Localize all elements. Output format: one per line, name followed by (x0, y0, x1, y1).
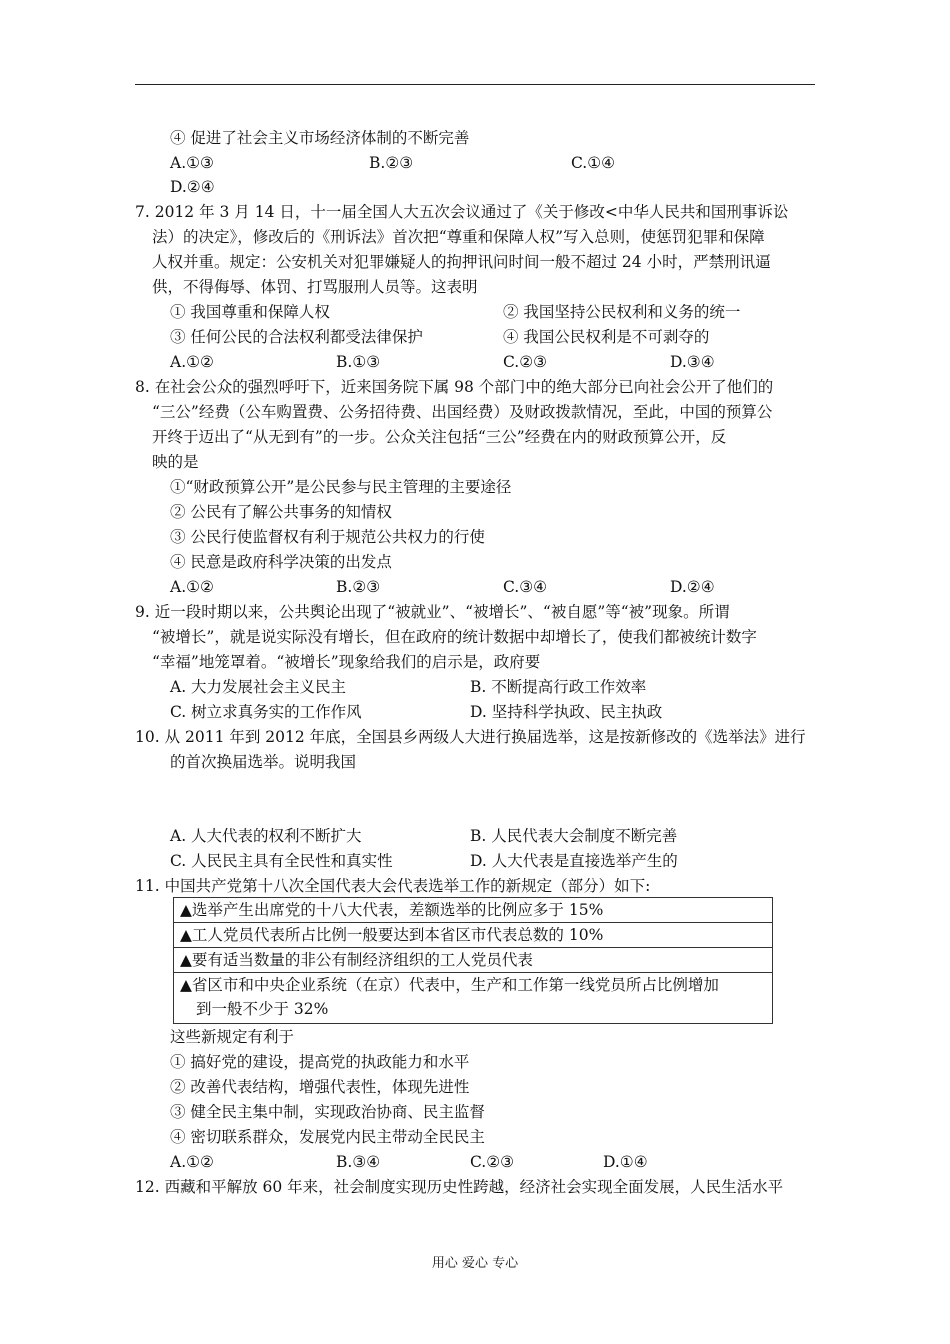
q9-stem-line2: “被增长”，就是说实际没有增长，但在政府的统计数据中却增长了，使我们都被统计数字 (152, 628, 757, 646)
q11-rule-row-multiline (174, 973, 772, 1023)
q8-answer-a[interactable]: A.①② (170, 578, 214, 596)
q11-option-3: ③ 健全民主集中制，实现政治协商、民主监督 (170, 1103, 485, 1121)
q8-option-2: ② 公民有了解公共事务的知情权 (170, 503, 392, 521)
q9-answer-b[interactable]: B. 不断提高行政工作效率 (470, 678, 647, 696)
q12-stem-line1: 12. 西藏和平解放 60 年来，社会制度实现历史性跨越，经济社会实现全面发展，人民生活水平 (135, 1178, 784, 1196)
q11-answer-b[interactable]: B.③④ (336, 1153, 381, 1171)
q11-rule-row-line2: 到一般不少于 32% (196, 1000, 329, 1018)
q11-stem-line1: 11. 中国共产党第十八次全国代表大会代表选举工作的新规定（部分）如下: (135, 877, 651, 895)
q7-stem-line1: 7. 2012 年 3 月 14 日，十一届全国人大五次会议通过了《关于修改<中华人民共和国刑事诉讼 (135, 203, 789, 221)
q8-answer-b[interactable]: B.②③ (336, 578, 381, 596)
page-footer: 用心 爱心 专心 (431, 1256, 519, 1271)
q8-answer-c[interactable]: C.③④ (503, 578, 548, 596)
q8-option-3: ③ 公民行使监督权有利于规范公共权力的行使 (170, 528, 485, 546)
q7-option-4: ④ 我国公民权利是不可剥夺的 (503, 328, 710, 346)
q8-option-1: ①“财政预算公开”是公民参与民主管理的主要途径 (170, 478, 512, 496)
q8-stem-line4: 映的是 (152, 453, 199, 471)
q7-answer-b[interactable]: B.①③ (336, 353, 381, 371)
q7-option-1: ① 我国尊重和保障人权 (170, 303, 330, 321)
q10-answer-a[interactable]: A. 人大代表的权利不断扩大 (170, 827, 362, 845)
q11-rule-row: ▲要有适当数量的非公有制经济组织的工人党员代表 (174, 948, 772, 973)
q7-stem-line2: 法）的决定》，修改后的《刑诉法》首次把“尊重和保障人权”写入总则，使惩罚犯罪和保障 (152, 228, 765, 246)
q11-stem-line2: 这些新规定有利于 (170, 1028, 295, 1046)
q8-stem-line2: “三公”经费（公车购置费、公务招待费、出国经费）及财政拨款情况，至此，中国的预算公 (152, 403, 773, 421)
q11-rule-row: ▲工人党员代表所占比例一般要达到本省区市代表总数的 10% (174, 923, 772, 948)
q11-option-1: ① 搞好党的建设，提高党的执政能力和水平 (170, 1053, 470, 1071)
q10-stem-line1: 10. 从 2011 年到 2012 年底，全国县乡两级人大进行换届选举，这是按新修改的《选举法》进行 (135, 728, 806, 746)
q10-answer-c[interactable]: C. 人民民主具有全民性和真实性 (170, 852, 393, 870)
q6-option-4: ④ 促进了社会主义市场经济体制的不断完善 (170, 129, 470, 147)
q9-answer-d[interactable]: D. 坚持科学执政、民主执政 (470, 703, 663, 721)
q9-stem-line1: 9. 近一段时期以来，公共舆论出现了“被就业”、“被增长”、“被自愿”等“被”现象。所谓 (135, 603, 730, 621)
q8-stem-line1: 8. 在社会公众的强烈呼吁下，近来国务院下属 98 个部门中的绝大部分已向社会公开了他们的 (135, 378, 774, 396)
q9-answer-c[interactable]: C. 树立求真务实的工作作风 (170, 703, 362, 721)
q11-answer-c[interactable]: C.②③ (470, 1153, 515, 1171)
q10-stem-line2: 的首次换届选举。说明我国 (170, 753, 357, 771)
q11-rule-row-line1: ▲省区市和中央企业系统（在京）代表中，生产和工作第一线党员所占比例增加 (180, 976, 719, 994)
q11-rule-row: ▲选举产生出席党的十八大代表，差额选举的比例应多于 15% (174, 898, 772, 923)
q7-stem-line3: 人权并重。规定：公安机关对犯罪嫌疑人的拘押讯问时间一般不超过 24 小时，严禁刑讯逼 (152, 253, 771, 271)
q8-stem-line3: 开终于迈出了“从无到有”的一步。公众关注包括“三公”经费在内的财政预算公开，反 (152, 428, 727, 446)
q6-answer-c[interactable]: C.①④ (571, 154, 616, 172)
q6-answer-b[interactable]: B.②③ (369, 154, 414, 172)
q11-answer-a[interactable]: A.①② (170, 1153, 214, 1171)
q9-stem-line3: “幸福”地笼罩着。“被增长”现象给我们的启示是，政府要 (152, 653, 541, 671)
q8-answer-d[interactable]: D.②④ (670, 578, 715, 596)
q11-answer-d[interactable]: D.①④ (603, 1153, 648, 1171)
header-rule (135, 84, 815, 85)
q7-answer-a[interactable]: A.①② (170, 353, 214, 371)
q11-option-4: ④ 密切联系群众，发展党内民主带动全民民主 (170, 1128, 485, 1146)
q11-option-2: ② 改善代表结构，增强代表性，体现先进性 (170, 1078, 470, 1096)
q9-answer-a[interactable]: A. 大力发展社会主义民主 (170, 678, 347, 696)
q11-rules-table (173, 897, 773, 1024)
q7-answer-d[interactable]: D.③④ (670, 353, 715, 371)
q8-option-4: ④ 民意是政府科学决策的出发点 (170, 553, 392, 571)
q7-option-2: ② 我国坚持公民权利和义务的统一 (503, 303, 741, 321)
q7-stem-line4: 供，不得侮辱、体罚、打骂服刑人员等。这表明 (152, 278, 478, 296)
q10-answer-b[interactable]: B. 人民代表大会制度不断完善 (470, 827, 678, 845)
q10-answer-d[interactable]: D. 人大代表是直接选举产生的 (470, 852, 678, 870)
q7-option-3: ③ 任何公民的合法权利都受法律保护 (170, 328, 423, 346)
q6-answer-d[interactable]: D.②④ (170, 178, 215, 196)
q6-answer-a[interactable]: A.①③ (170, 154, 214, 172)
q7-answer-c[interactable]: C.②③ (503, 353, 548, 371)
